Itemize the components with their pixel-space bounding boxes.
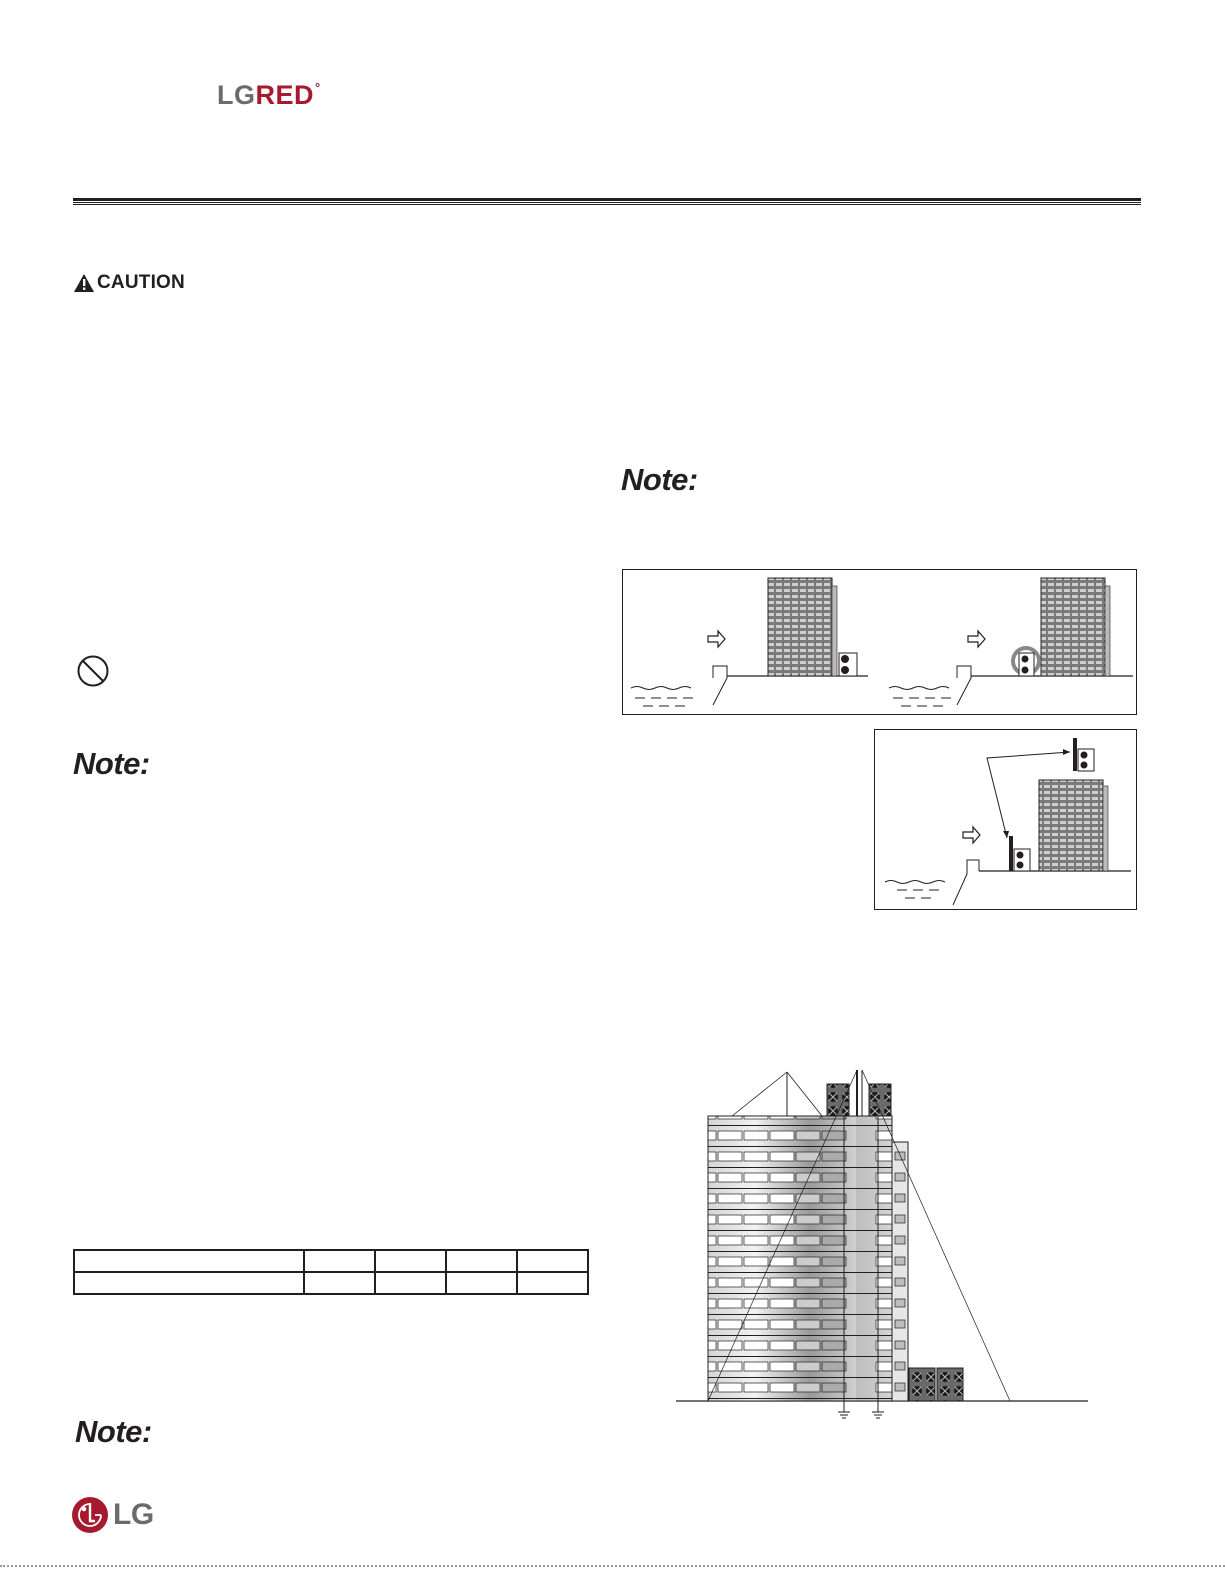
note-heading-left: Note: <box>73 746 150 781</box>
windbreak-installation-figure <box>874 729 1137 910</box>
note-heading-right: Note: <box>621 462 698 497</box>
table-cell <box>446 1250 517 1272</box>
building-lightning-figure <box>672 1062 1092 1422</box>
lgred-logo <box>217 80 321 111</box>
seaside-scene-right <box>889 578 1133 706</box>
seaside-scene-left <box>631 578 868 706</box>
logo-lg-text: LG <box>217 80 256 110</box>
table-row <box>74 1250 588 1272</box>
spec-table <box>73 1249 589 1295</box>
prohibition-icon <box>76 654 110 688</box>
table-cell <box>304 1250 375 1272</box>
lg-footer-logo <box>71 1496 154 1534</box>
lg-face-icon <box>71 1496 109 1534</box>
table-cell <box>74 1272 304 1294</box>
warning-triangle-icon <box>73 273 95 293</box>
seaside-installation-figure <box>622 569 1137 715</box>
table-cell <box>375 1250 446 1272</box>
lg-footer-text: LG <box>113 1498 154 1531</box>
table-cell <box>517 1272 588 1294</box>
table-cell <box>517 1250 588 1272</box>
note-heading-bottom: Note: <box>75 1414 152 1449</box>
caution-heading <box>73 272 185 294</box>
table-cell <box>375 1272 446 1294</box>
table-row <box>74 1272 588 1294</box>
table-cell <box>74 1250 304 1272</box>
page-bottom-border <box>0 1565 1225 1567</box>
table-cell <box>304 1272 375 1294</box>
logo-degree-mark: ° <box>315 80 321 95</box>
logo-red-text: RED <box>255 80 315 110</box>
caution-label: CAUTION <box>97 272 185 293</box>
header-rule <box>73 198 1141 205</box>
table-cell <box>446 1272 517 1294</box>
